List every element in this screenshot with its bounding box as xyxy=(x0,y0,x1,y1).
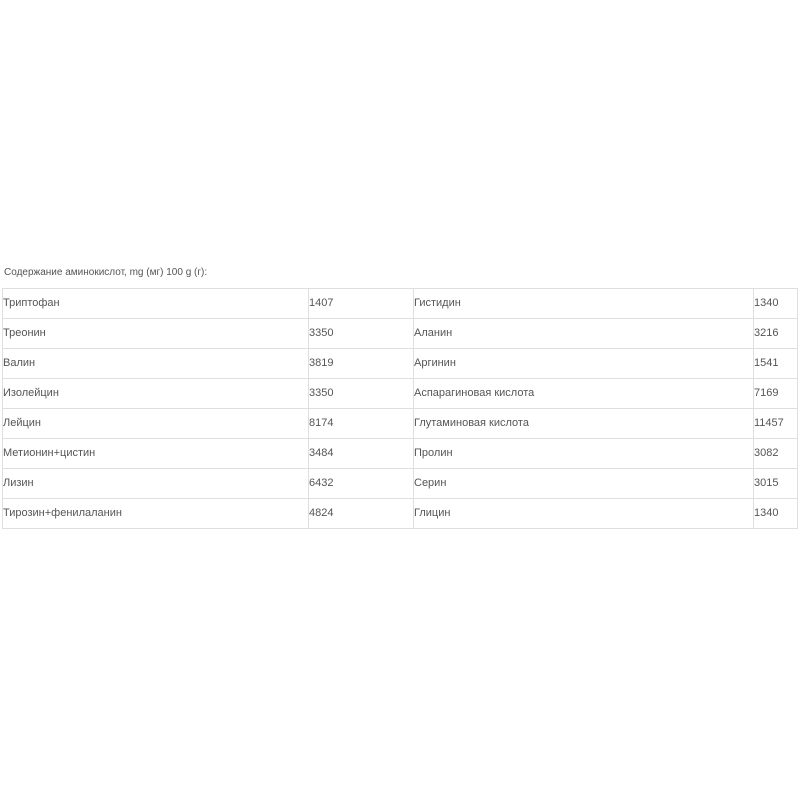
table-row xyxy=(3,409,798,439)
amino-name-cell: Пролин xyxy=(414,439,754,469)
amino-value-cell: 3216 xyxy=(754,319,798,349)
amino-value-cell: 7169 xyxy=(754,379,798,409)
table-row xyxy=(3,289,798,319)
amino-value-cell: 1541 xyxy=(754,349,798,379)
amino-content-heading: Содержание аминокислот, mg (мг) 100 g (г): xyxy=(4,267,208,278)
amino-value-cell: 3350 xyxy=(309,319,414,349)
amino-value-cell: 11457 xyxy=(754,409,798,439)
table-row xyxy=(3,349,798,379)
amino-name-cell: Аспарагиновая кислота xyxy=(414,379,754,409)
amino-name-cell: Валин xyxy=(3,349,309,379)
amino-value-cell: 6432 xyxy=(309,469,414,499)
amino-value-cell: 4824 xyxy=(309,499,414,529)
amino-value-cell: 3082 xyxy=(754,439,798,469)
amino-value-cell: 3350 xyxy=(309,379,414,409)
amino-value-cell: 3015 xyxy=(754,469,798,499)
table-row xyxy=(3,319,798,349)
amino-name-cell: Глицин xyxy=(414,499,754,529)
amino-name-cell: Тирозин+фенилаланин xyxy=(3,499,309,529)
amino-name-cell: Серин xyxy=(414,469,754,499)
amino-value-cell: 3484 xyxy=(309,439,414,469)
amino-value-cell: 1340 xyxy=(754,289,798,319)
amino-name-cell: Лейцин xyxy=(3,409,309,439)
amino-name-cell: Глутаминовая кислота xyxy=(414,409,754,439)
amino-value-cell: 1407 xyxy=(309,289,414,319)
amino-name-cell: Треонин xyxy=(3,319,309,349)
amino-name-cell: Лизин xyxy=(3,469,309,499)
table-row xyxy=(3,439,798,469)
amino-value-cell: 3819 xyxy=(309,349,414,379)
amino-name-cell: Триптофан xyxy=(3,289,309,319)
table-row xyxy=(3,499,798,529)
table-row xyxy=(3,379,798,409)
amino-value-cell: 8174 xyxy=(309,409,414,439)
amino-name-cell: Метионин+цистин xyxy=(3,439,309,469)
amino-name-cell: Аланин xyxy=(414,319,754,349)
amino-name-cell: Гистидин xyxy=(414,289,754,319)
amino-acids-table xyxy=(2,288,798,529)
amino-name-cell: Изолейцин xyxy=(3,379,309,409)
amino-value-cell: 1340 xyxy=(754,499,798,529)
table-row xyxy=(3,469,798,499)
amino-name-cell: Аргинин xyxy=(414,349,754,379)
